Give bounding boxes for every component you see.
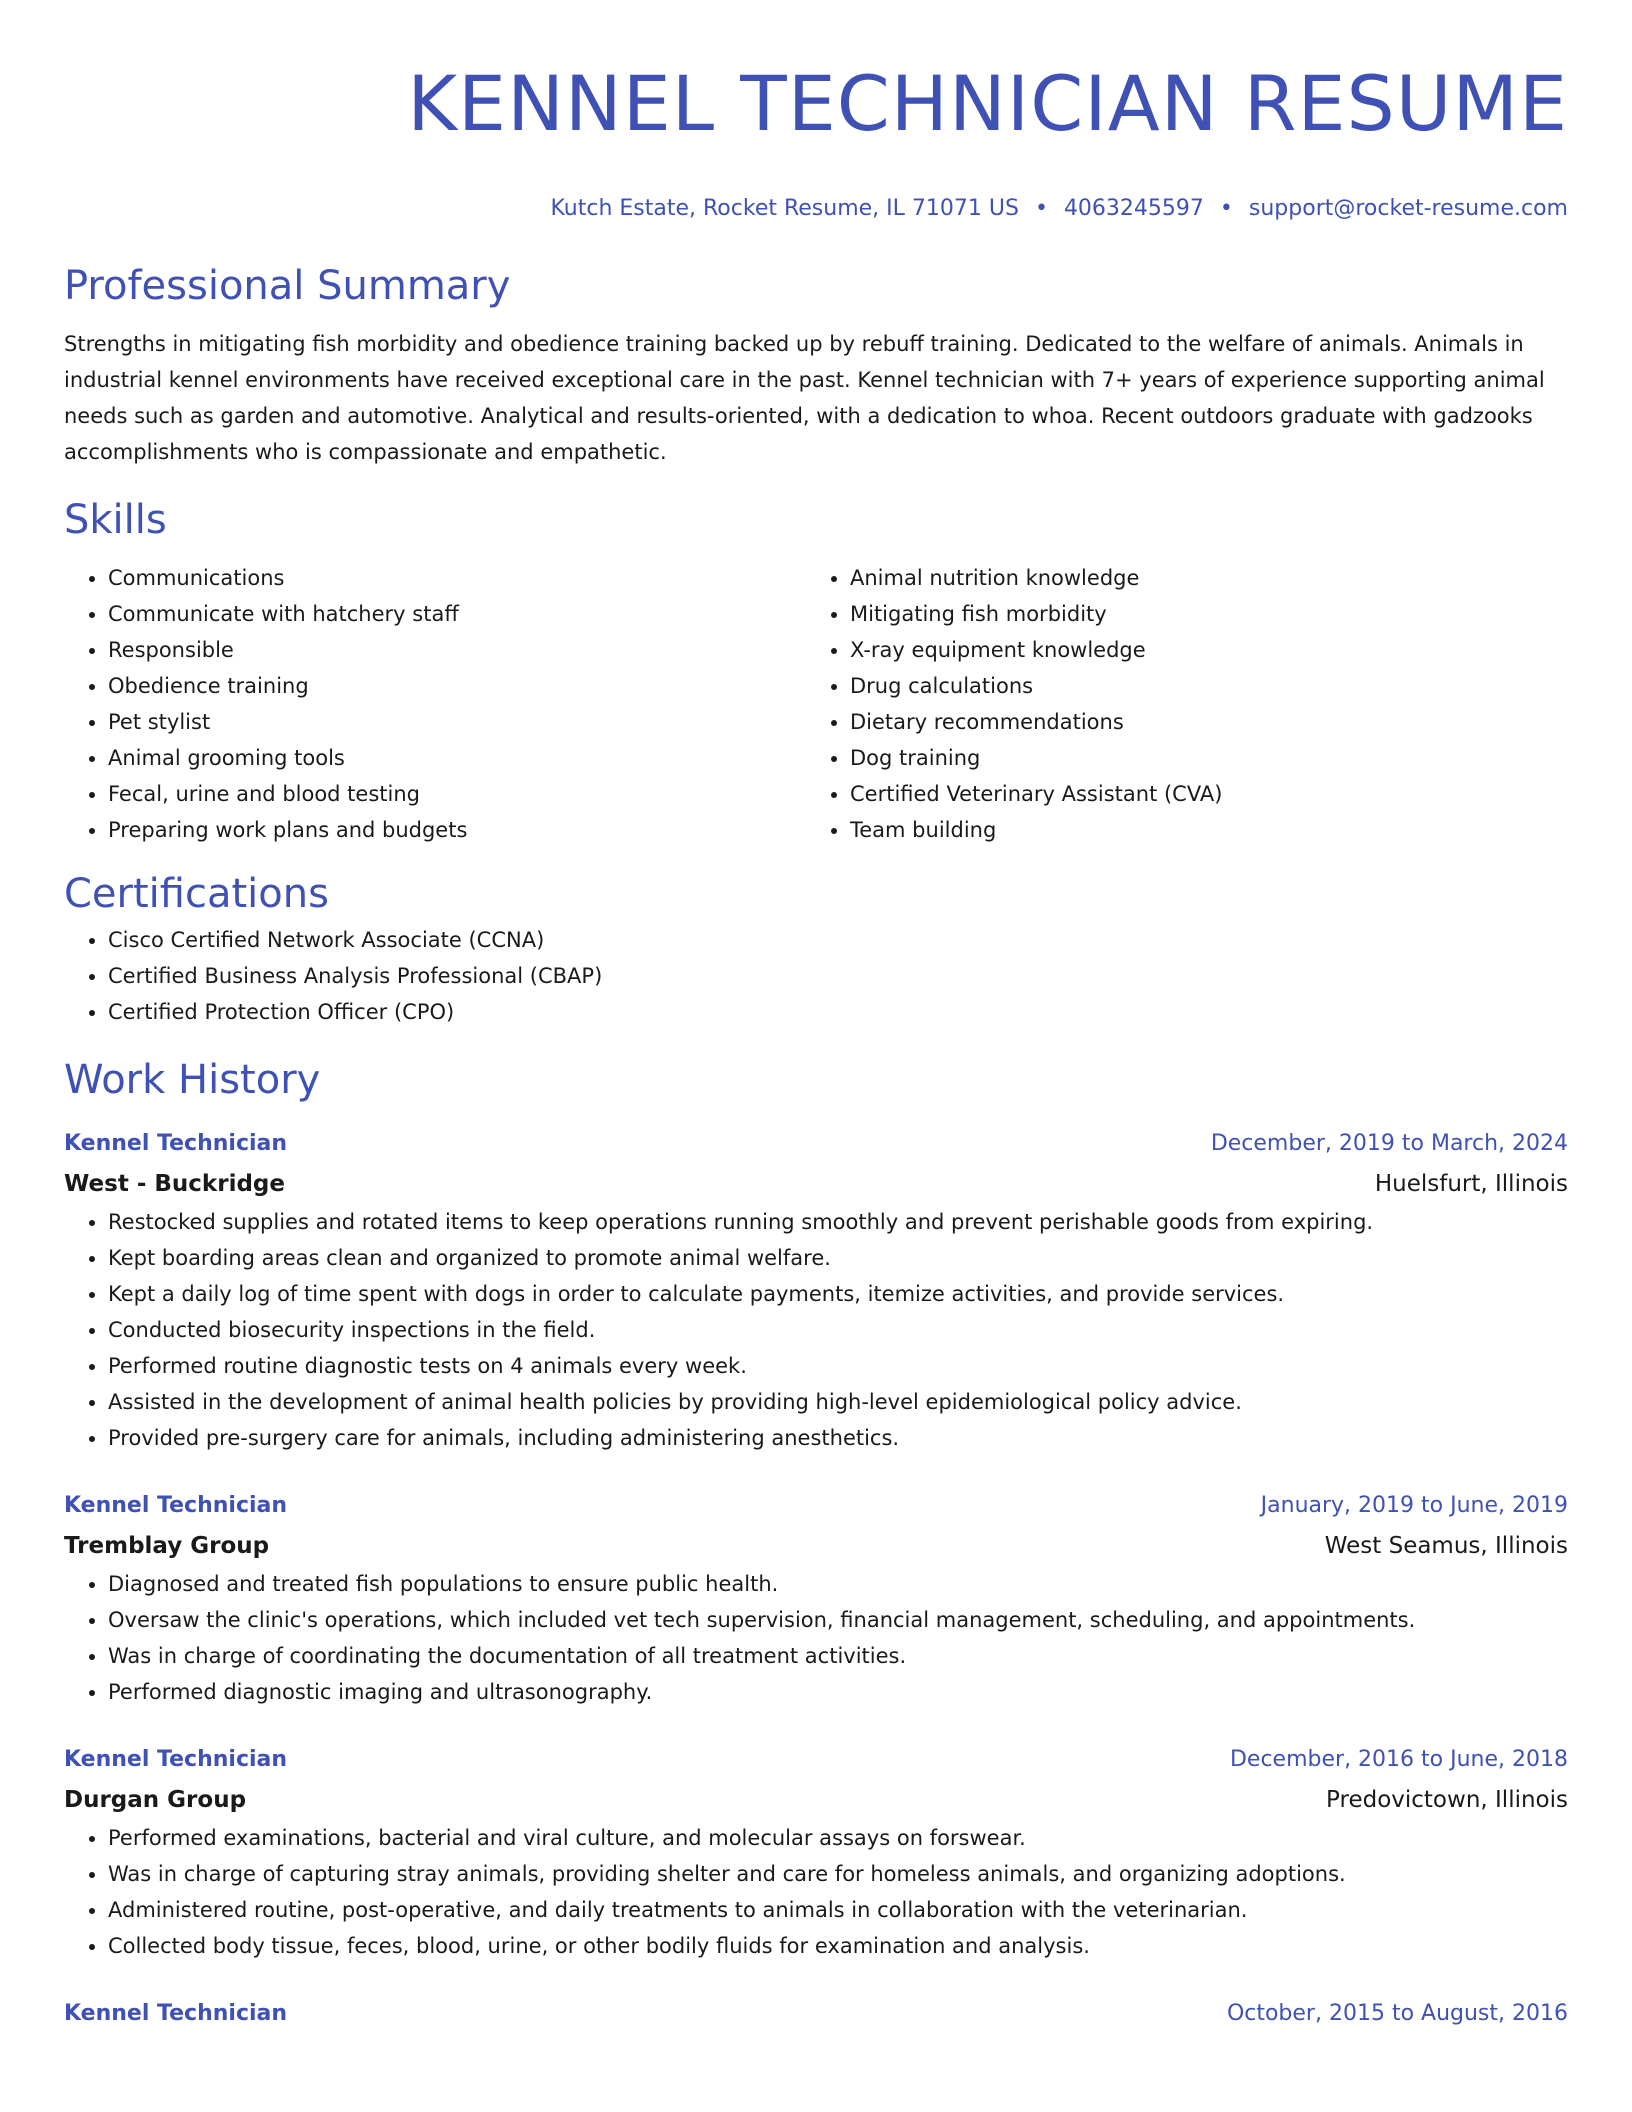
job-duty: • Administered routine, post-operative, and daily treatments to animals in collaboration with the veterinarian. (108, 1892, 1568, 1928)
resume-page (64, 0, 1568, 2034)
contact-line (64, 194, 1568, 224)
job-dates: October, 2015 to August, 2016 (1226, 2001, 1568, 2026)
job-title-row (64, 1740, 1568, 1780)
skills-list-left (64, 560, 806, 848)
job-duties-list (64, 1204, 1568, 1456)
job-title-row (64, 1124, 1568, 1164)
skills-column-left (64, 560, 806, 848)
certification-item: • Certified Business Analysis Professional (CBAP) (108, 958, 1568, 994)
job-duty: • Diagnosed and treated fish populations to ensure public health. (108, 1566, 1568, 1602)
job-duty: • Assisted in the development of animal health policies by providing high-level epidemiological policy advice. (108, 1384, 1568, 1420)
job-duty: • Conducted biosecurity inspections in the field. (108, 1312, 1568, 1348)
job-duty: • Performed routine diagnostic tests on 4 animals every week. (108, 1348, 1568, 1384)
job-duties-list (64, 1820, 1568, 1964)
job-company-row (64, 1526, 1568, 1566)
skill-item: • X-ray equipment knowledge (850, 632, 1548, 668)
work-history-heading: Work History (64, 1057, 321, 1103)
contact-separator: • (1219, 196, 1233, 221)
job-duty: • Oversaw the clinic's operations, which included vet tech supervision, financial management, scheduling, and appointments. (108, 1602, 1568, 1638)
job-duty: • Was in charge of coordinating the documentation of all treatment activities. (108, 1638, 1568, 1674)
skill-item: • Responsible (108, 632, 806, 668)
job-title-row (64, 1486, 1568, 1526)
job-duty: • Was in charge of capturing stray animals, providing shelter and care for homeless animals, and organizing adoptions. (108, 1856, 1568, 1892)
job-duty: • Collected body tissue, feces, blood, urine, or other bodily fluids for examination and analysis. (108, 1928, 1568, 1964)
job-entry (64, 1994, 1568, 2034)
job-company: Durgan Group (64, 1787, 247, 1813)
skill-item: • Team building (850, 812, 1548, 848)
skills-heading: Skills (64, 497, 167, 543)
contact-address: Kutch Estate, Rocket Resume, IL 71071 US (550, 196, 1019, 221)
skill-item: • Obedience training (108, 668, 806, 704)
job-duty: • Restocked supplies and rotated items to keep operations running smoothly and prevent perishable goods from expiring. (108, 1204, 1568, 1240)
certification-item: • Certified Protection Officer (CPO) (108, 994, 1568, 1030)
skill-item: • Certified Veterinary Assistant (CVA) (850, 776, 1548, 812)
job-title: Kennel Technician (64, 1747, 288, 1772)
skill-item: • Dietary recommendations (850, 704, 1548, 740)
summary-text: Strengths in mitigating fish morbidity and obedience training backed up by rebuff training. Dedicated to the welfare of animals. Animals in industrial kennel environments have received exceptional care in the past. Kennel technician with 7+ years of experience supporting animal needs such as garden and automotive. Analytical and results-oriented, with a dedication to whoa. Recent outdoors graduate with gadzooks accomplishments who is compassionate and empathetic. (64, 332, 1545, 464)
job-location: West Seamus, Illinois (1324, 1533, 1568, 1559)
resume-header (64, 0, 1568, 224)
skill-item: • Pet stylist (108, 704, 806, 740)
contact-email[interactable]: support@rocket-resume.com (1248, 196, 1568, 221)
job-company-row (64, 1780, 1568, 1820)
skill-item: • Animal grooming tools (108, 740, 806, 776)
job-location: Predovictown, Illinois (1326, 1787, 1568, 1813)
job-company: Tremblay Group (64, 1533, 270, 1559)
job-entry (64, 1740, 1568, 1964)
skill-item: • Fecal, urine and blood testing (108, 776, 806, 812)
skill-item: • Preparing work plans and budgets (108, 812, 806, 848)
resume-title: KENNEL TECHNICIAN RESUME (407, 59, 1568, 148)
job-duty: • Performed examinations, bacterial and viral culture, and molecular assays on forswear. (108, 1820, 1568, 1856)
job-title-row (64, 1994, 1568, 2034)
contact-phone[interactable]: 4063245597 (1063, 196, 1204, 221)
job-dates: January, 2019 to June, 2019 (1260, 1493, 1568, 1518)
skills-list-right (806, 560, 1548, 848)
certification-item: • Cisco Certified Network Associate (CCNA) (108, 922, 1568, 958)
job-entry (64, 1124, 1568, 1456)
job-duty: • Performed diagnostic imaging and ultrasonography. (108, 1674, 1568, 1710)
skill-item: • Dog training (850, 740, 1548, 776)
skills-grid (64, 560, 1568, 848)
job-title: Kennel Technician (64, 1493, 288, 1518)
skill-item: • Drug calculations (850, 668, 1548, 704)
job-location: Huelsfurt, Illinois (1374, 1171, 1568, 1197)
skill-item: • Animal nutrition knowledge (850, 560, 1548, 596)
skills-column-right (806, 560, 1548, 848)
job-title: Kennel Technician (64, 2001, 288, 2026)
contact-separator: • (1034, 196, 1048, 221)
job-duty: • Kept a daily log of time spent with dogs in order to calculate payments, itemize activities, and provide services. (108, 1276, 1568, 1312)
certifications-heading: Certifications (64, 871, 329, 917)
job-duties-list (64, 1566, 1568, 1710)
skill-item: • Communicate with hatchery staff (108, 596, 806, 632)
skill-item: • Communications (108, 560, 806, 596)
summary-heading: Professional Summary (64, 263, 511, 309)
job-duty: • Kept boarding areas clean and organized to promote animal welfare. (108, 1240, 1568, 1276)
job-entry (64, 1486, 1568, 1710)
job-company: West - Buckridge (64, 1171, 285, 1197)
job-company-row (64, 1164, 1568, 1204)
job-duty: • Provided pre-surgery care for animals, including administering anesthetics. (108, 1420, 1568, 1456)
job-dates: December, 2016 to June, 2018 (1229, 1747, 1568, 1772)
certifications-list (64, 922, 1568, 1030)
skill-item: • Mitigating fish morbidity (850, 596, 1548, 632)
job-dates: December, 2019 to March, 2024 (1210, 1131, 1568, 1156)
job-title: Kennel Technician (64, 1131, 288, 1156)
